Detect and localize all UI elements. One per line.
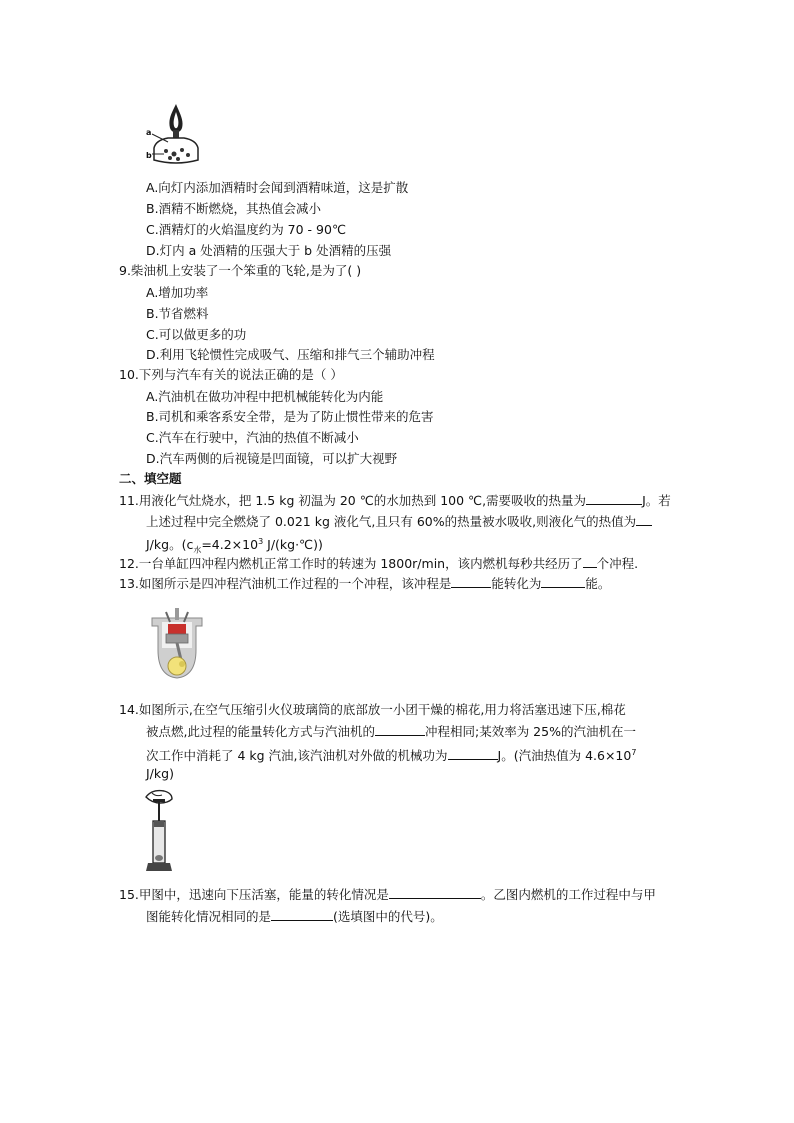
q10-option-c: C.汽车在行驶中，汽油的热值不断减小 <box>146 430 359 445</box>
q11-blank-1 <box>586 492 642 505</box>
q14-text-3b: J。(汽油热值为 4.6×10 <box>497 748 632 764</box>
q9-option-c: C.可以做更多的功 <box>146 327 247 342</box>
q15-blank-1 <box>389 886 481 899</box>
q10-option-b: B.司机和乘客系安全带，是为了防止惯性带来的危害 <box>146 409 434 424</box>
lamp-label-a: a <box>146 128 152 137</box>
q11-sub-water: 水 <box>193 545 202 555</box>
q8-option-a: A.向灯内添加酒精时会闻到酒精味道，这是扩散 <box>146 180 409 195</box>
q13-blank-1 <box>451 575 491 588</box>
air-compression-igniter-figure <box>142 787 178 877</box>
q13-text-a: 13.如图所示是四冲程汽油机工作过程的一个冲程，该冲程是 <box>119 576 452 591</box>
q14-line-3 <box>146 744 636 765</box>
q9-option-b: B.节省燃料 <box>146 306 209 321</box>
engine-stroke-figure <box>146 606 208 682</box>
q11-text-2a: 上述过程中完全燃烧了 0.021 kg 液化气,且只有 60%的热量被水吸收,则液化气的热值为 <box>146 514 637 529</box>
q15-text-1a: 15.甲图中，迅速向下压活塞，能量的转化情况是 <box>119 887 389 902</box>
engine-piston <box>166 634 188 643</box>
q14-blank-2 <box>448 747 498 760</box>
q15-line-2 <box>146 908 443 926</box>
q9-stem: 9.柴油机上安装了一个笨重的飞轮,是为了( ) <box>119 263 362 278</box>
q12-line <box>119 555 638 573</box>
q11-sup-3: 3 <box>258 537 264 546</box>
q14-text-3a: 次工作中消耗了 4 kg 汽油,该汽油机对外做的机械功为 <box>146 748 448 764</box>
q14-line-2 <box>146 723 636 741</box>
q13-blank-2 <box>541 575 585 588</box>
q12-blank <box>583 555 597 568</box>
q12-text-a: 12.一台单缸四冲程内燃机正常工作时的转速为 1800r/min，该内燃机每秒共经历了 <box>119 556 583 571</box>
q14-text-2a: 被点燃,此过程的能量转化方式与汽油机的 <box>146 724 375 739</box>
q14-blank-1 <box>375 723 425 736</box>
q15-text-2a: 图能转化情况相同的是 <box>146 909 272 924</box>
q14-line-1: 14.如图所示,在空气压缩引火仪玻璃筒的底部放一小团干燥的棉花,用力将活塞迅速下压,棉花 <box>119 702 626 717</box>
q15-text-1b: 。乙图内燃机的工作过程中与甲 <box>480 887 656 902</box>
q12-text-b: 个冲程. <box>596 556 639 571</box>
q11-text-1a: 11.用液化气灶烧水，把 1.5 kg 初温为 20 ℃的水加热到 100 ℃,需要吸收的热量为 <box>119 493 587 508</box>
q13-text-b: 能转化为 <box>491 576 542 591</box>
igniter-cotton <box>155 855 163 861</box>
q10-option-d: D.汽车两侧的后视镜是凹面镜，可以扩大视野 <box>146 451 398 466</box>
q8-option-c: C.酒精灯的火焰温度约为 70 - 90℃ <box>146 222 346 237</box>
lamp-body <box>154 138 198 163</box>
engine-spark-plug <box>175 608 179 620</box>
q11-text-3c: J/(kg·℃)) <box>263 537 323 553</box>
q10-stem: 10.下列与汽车有关的说法正确的是（ ） <box>119 367 343 382</box>
q10-option-a: A.汽油机在做功冲程中把机械能转化为内能 <box>146 389 384 404</box>
q11-line-1 <box>119 492 671 510</box>
q9-option-d: D.利用飞轮惯性完成吸气、压缩和排气三个辅助冲程 <box>146 347 435 362</box>
q9-option-a: A.增加功率 <box>146 285 209 300</box>
q11-text-3b: =4.2×10 <box>201 537 259 553</box>
section-heading-fill-in: 二、填空题 <box>119 471 182 486</box>
q14-sup: 7 <box>631 748 637 757</box>
q13-text-c: 能。 <box>585 576 611 591</box>
q13-line <box>119 575 610 593</box>
q14-line-4: J/kg) <box>146 766 174 781</box>
q8-option-b: B.酒精不断燃烧，其热值会减小 <box>146 201 322 216</box>
alcohol-lamp-figure <box>146 104 202 168</box>
q11-line-2 <box>146 513 652 531</box>
engine-combustion-chamber <box>168 624 186 634</box>
q15-text-2b: (选填图中的代号)。 <box>333 909 443 924</box>
q11-text-3a: J/kg。(c <box>146 537 194 553</box>
q15-line-1 <box>119 886 656 904</box>
q15-blank-2 <box>271 908 333 921</box>
q14-text-2b: 冲程相同;某效率为 25%的汽油机在一 <box>424 724 636 739</box>
q8-option-d: D.灯内 a 处酒精的压强大于 b 处酒精的压强 <box>146 243 392 258</box>
lamp-label-b: b <box>146 151 152 160</box>
q11-blank-2 <box>636 513 652 526</box>
q11-text-1b: J。若 <box>642 493 671 508</box>
